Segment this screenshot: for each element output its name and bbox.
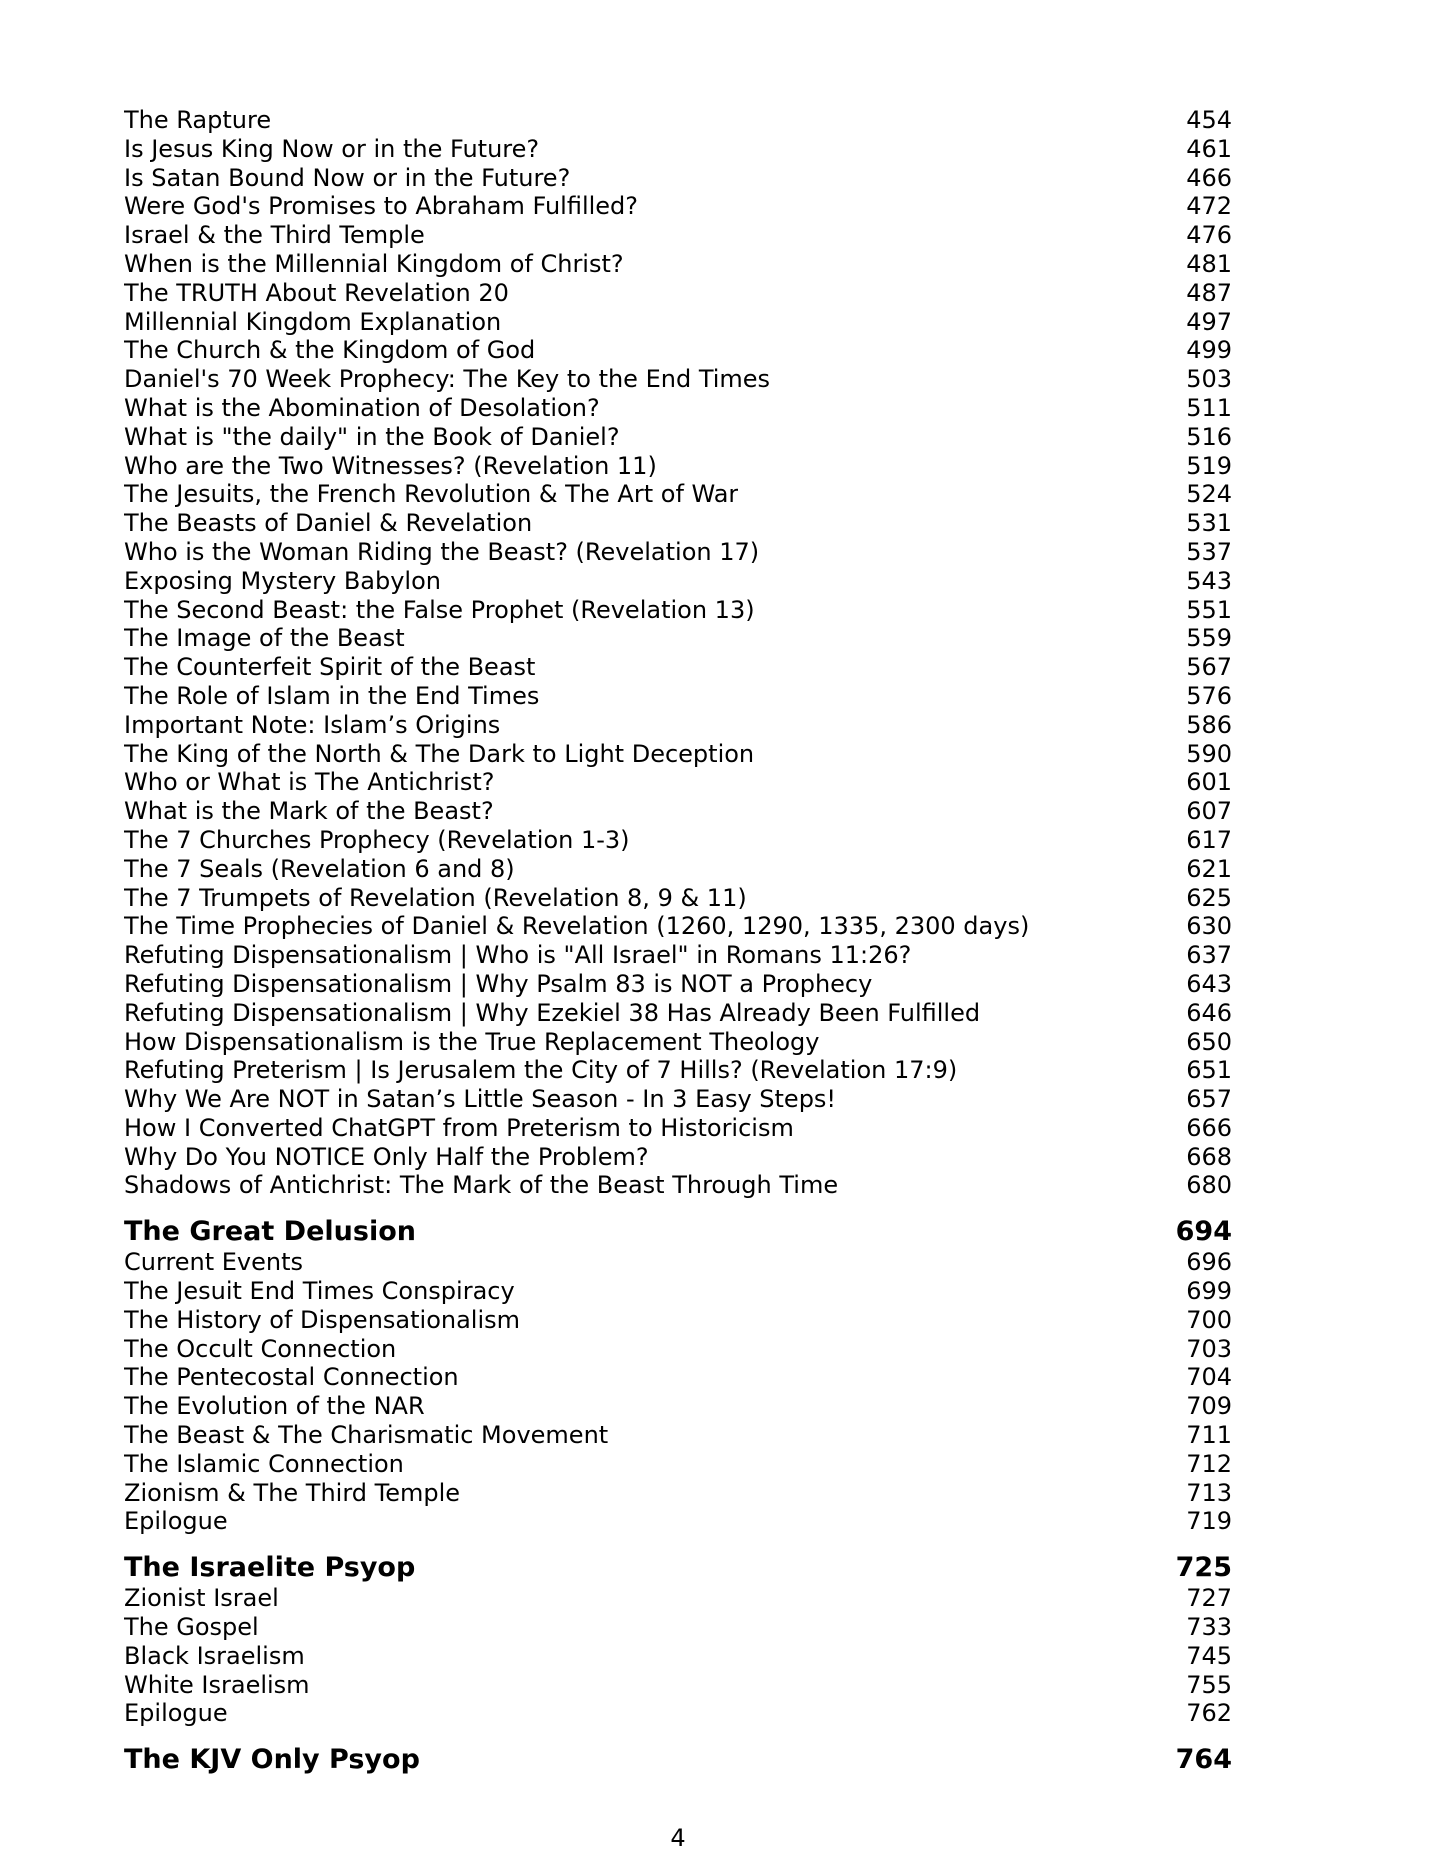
toc-entry[interactable] bbox=[124, 250, 1232, 279]
toc-entry-title: The Image of the Beast bbox=[124, 624, 405, 653]
toc-entry-title: How I Converted ChatGPT from Preterism to Historicism bbox=[124, 1113, 794, 1142]
toc-entry[interactable] bbox=[124, 711, 1232, 740]
toc-section-heading[interactable] bbox=[124, 1744, 1232, 1776]
toc-entry-page: 719 bbox=[1186, 1507, 1232, 1536]
toc-entry-title: Is Satan Bound Now or in the Future? bbox=[124, 163, 571, 192]
toc-entry[interactable] bbox=[124, 279, 1232, 308]
toc-entry[interactable] bbox=[124, 1248, 1232, 1277]
toc-entry-page: 657 bbox=[1186, 1085, 1232, 1114]
toc-section-heading-title: The Great Delusion bbox=[124, 1216, 416, 1248]
toc-entry-page: 487 bbox=[1186, 278, 1232, 307]
toc-entry[interactable] bbox=[124, 308, 1232, 337]
toc-section-heading-page: 694 bbox=[1175, 1216, 1232, 1248]
toc-entry-page: 646 bbox=[1186, 998, 1232, 1027]
toc-entry-title: Zionist Israel bbox=[124, 1584, 279, 1613]
toc-entry-page: 630 bbox=[1186, 912, 1232, 941]
toc-entry-page: 733 bbox=[1186, 1613, 1232, 1642]
toc-entry[interactable] bbox=[124, 1306, 1232, 1335]
toc-entry[interactable] bbox=[124, 653, 1232, 682]
toc-entry[interactable] bbox=[124, 1171, 1232, 1200]
toc-entry[interactable] bbox=[124, 452, 1232, 481]
toc-entry-title: What is the Abomination of Desolation? bbox=[124, 393, 600, 422]
toc-entry-page: 696 bbox=[1186, 1248, 1232, 1277]
toc-entry-title: Is Jesus King Now or in the Future? bbox=[124, 134, 540, 163]
toc-entry-title: The Beasts of Daniel & Revelation bbox=[124, 509, 533, 538]
toc-entry[interactable] bbox=[124, 797, 1232, 826]
toc-entry-page: 576 bbox=[1186, 681, 1232, 710]
toc-entry[interactable] bbox=[124, 164, 1232, 193]
table-of-contents bbox=[124, 106, 1232, 1776]
toc-section-heading-page: 725 bbox=[1175, 1552, 1232, 1584]
toc-entry-title: The 7 Trumpets of Revelation (Revelation 8, 9 & 11) bbox=[124, 883, 747, 912]
toc-entry-page: 601 bbox=[1186, 768, 1232, 797]
toc-entry[interactable] bbox=[124, 567, 1232, 596]
toc-entry-title: When is the Millennial Kingdom of Christ? bbox=[124, 249, 624, 278]
toc-entry-page: 666 bbox=[1186, 1113, 1232, 1142]
toc-entry-title: The Counterfeit Spirit of the Beast bbox=[124, 653, 536, 682]
toc-entry-page: 466 bbox=[1186, 163, 1232, 192]
toc-entry-title: Current Events bbox=[124, 1248, 304, 1277]
toc-entry[interactable] bbox=[124, 480, 1232, 509]
toc-entry-title: White Israelism bbox=[124, 1670, 310, 1699]
toc-entry[interactable] bbox=[124, 970, 1232, 999]
toc-entry-page: 472 bbox=[1186, 192, 1232, 221]
toc-entry-page: 680 bbox=[1186, 1171, 1232, 1200]
toc-entry[interactable] bbox=[124, 624, 1232, 653]
toc-entry-page: 567 bbox=[1186, 653, 1232, 682]
toc-entry[interactable] bbox=[124, 1028, 1232, 1057]
toc-entry-title: Were God's Promises to Abraham Fulfilled? bbox=[124, 192, 639, 221]
toc-entry[interactable] bbox=[124, 1056, 1232, 1085]
toc-entry-page: 637 bbox=[1186, 941, 1232, 970]
toc-entry-title: What is the Mark of the Beast? bbox=[124, 797, 494, 826]
toc-entry[interactable] bbox=[124, 855, 1232, 884]
toc-entry[interactable] bbox=[124, 768, 1232, 797]
toc-entry[interactable] bbox=[124, 1392, 1232, 1421]
toc-entry[interactable] bbox=[124, 826, 1232, 855]
toc-entry-page: 476 bbox=[1186, 221, 1232, 250]
toc-entry[interactable] bbox=[124, 740, 1232, 769]
toc-entry[interactable] bbox=[124, 221, 1232, 250]
toc-entry[interactable] bbox=[124, 1642, 1232, 1671]
toc-entry-page: 712 bbox=[1186, 1449, 1232, 1478]
toc-entry[interactable] bbox=[124, 941, 1232, 970]
toc-entry-title: Who or What is The Antichrist? bbox=[124, 768, 495, 797]
toc-entry-title: Why We Are NOT in Satan’s Little Season - In 3 Easy Steps! bbox=[124, 1085, 837, 1114]
toc-entry-page: 516 bbox=[1186, 422, 1232, 451]
toc-entry-page: 543 bbox=[1186, 566, 1232, 595]
toc-entry-title: Refuting Dispensationalism | Why Psalm 83 is NOT a Prophecy bbox=[124, 969, 873, 998]
toc-entry-page: 503 bbox=[1186, 365, 1232, 394]
toc-entry-title: The Pentecostal Connection bbox=[124, 1363, 459, 1392]
toc-entry[interactable] bbox=[124, 365, 1232, 394]
toc-entry[interactable] bbox=[124, 336, 1232, 365]
toc-entry[interactable] bbox=[124, 1507, 1232, 1536]
toc-entry[interactable] bbox=[124, 1421, 1232, 1450]
toc-entry-title: The Evolution of the NAR bbox=[124, 1392, 425, 1421]
toc-entry[interactable] bbox=[124, 999, 1232, 1028]
toc-entry-page: 762 bbox=[1186, 1699, 1232, 1728]
toc-entry-title: Shadows of Antichrist: The Mark of the Beast Through Time bbox=[124, 1171, 839, 1200]
toc-entry-title: Refuting Dispensationalism | Why Ezekiel 38 Has Already Been Fulfilled bbox=[124, 998, 981, 1027]
toc-entry[interactable] bbox=[124, 1277, 1232, 1306]
toc-entry[interactable] bbox=[124, 509, 1232, 538]
toc-entry-title: The TRUTH About Revelation 20 bbox=[124, 278, 509, 307]
toc-entry[interactable] bbox=[124, 682, 1232, 711]
toc-entry-title: The Occult Connection bbox=[124, 1334, 397, 1363]
toc-section-heading[interactable] bbox=[124, 1552, 1232, 1584]
toc-entry[interactable] bbox=[124, 423, 1232, 452]
toc-entry-title: The Second Beast: the False Prophet (Revelation 13) bbox=[124, 595, 755, 624]
toc-entry-title: The Church & the Kingdom of God bbox=[124, 336, 536, 365]
toc-entry[interactable] bbox=[124, 596, 1232, 625]
toc-entry-page: 643 bbox=[1186, 969, 1232, 998]
toc-entry[interactable] bbox=[124, 1613, 1232, 1642]
toc-entry[interactable] bbox=[124, 1479, 1232, 1508]
toc-entry-title: The Jesuits, the French Revolution & The Art of War bbox=[124, 480, 739, 509]
toc-entry[interactable] bbox=[124, 106, 1232, 135]
toc-entry-page: 709 bbox=[1186, 1392, 1232, 1421]
toc-entry-title: Daniel's 70 Week Prophecy: The Key to the End Times bbox=[124, 365, 771, 394]
toc-entry-title: Who are the Two Witnesses? (Revelation 11) bbox=[124, 451, 657, 480]
toc-entry[interactable] bbox=[124, 1085, 1232, 1114]
toc-entry-page: 711 bbox=[1186, 1421, 1232, 1450]
toc-entry-page: 590 bbox=[1186, 739, 1232, 768]
toc-entry-title: The Role of Islam in the End Times bbox=[124, 681, 540, 710]
toc-entry-page: 727 bbox=[1186, 1584, 1232, 1613]
toc-entry-page: 650 bbox=[1186, 1027, 1232, 1056]
toc-entry-title: The History of Dispensationalism bbox=[124, 1305, 521, 1334]
toc-entry-page: 651 bbox=[1186, 1056, 1232, 1085]
toc-entry-page: 524 bbox=[1186, 480, 1232, 509]
toc-entry-title: Epilogue bbox=[124, 1699, 228, 1728]
toc-entry-page: 703 bbox=[1186, 1334, 1232, 1363]
toc-entry-page: 621 bbox=[1186, 854, 1232, 883]
toc-entry[interactable] bbox=[124, 1114, 1232, 1143]
toc-section-heading[interactable] bbox=[124, 1216, 1232, 1248]
toc-entry[interactable] bbox=[124, 1699, 1232, 1728]
toc-entry-title: How Dispensationalism is the True Replacement Theology bbox=[124, 1027, 820, 1056]
toc-entry-page: 559 bbox=[1186, 624, 1232, 653]
toc-entry-page: 499 bbox=[1186, 336, 1232, 365]
toc-section-heading-page: 764 bbox=[1175, 1744, 1232, 1776]
toc-entry-title: The Rapture bbox=[124, 106, 272, 134]
toc-entry[interactable] bbox=[124, 884, 1232, 913]
toc-entry-title: Millennial Kingdom Explanation bbox=[124, 307, 502, 336]
toc-entry-page: 755 bbox=[1186, 1670, 1232, 1699]
toc-entry-page: 537 bbox=[1186, 537, 1232, 566]
toc-entry[interactable] bbox=[124, 538, 1232, 567]
toc-entry-page: 668 bbox=[1186, 1142, 1232, 1171]
toc-entry-title: Israel & the Third Temple bbox=[124, 221, 425, 250]
toc-section-heading-title: The Israelite Psyop bbox=[124, 1552, 416, 1584]
toc-entry-title: Black Israelism bbox=[124, 1641, 305, 1670]
toc-entry-page: 551 bbox=[1186, 595, 1232, 624]
toc-entry-title: Exposing Mystery Babylon bbox=[124, 566, 441, 595]
toc-entry[interactable] bbox=[124, 1335, 1232, 1364]
toc-entry[interactable] bbox=[124, 1671, 1232, 1700]
toc-entry-title: Zionism & The Third Temple bbox=[124, 1478, 461, 1507]
toc-entry-page: 713 bbox=[1186, 1478, 1232, 1507]
toc-entry-title: The 7 Seals (Revelation 6 and 8) bbox=[124, 854, 515, 883]
toc-entry-title: Refuting Preterism | Is Jerusalem the City of 7 Hills? (Revelation 17:9) bbox=[124, 1056, 958, 1085]
toc-entry-title: The Gospel bbox=[124, 1613, 259, 1642]
toc-entry-page: 461 bbox=[1186, 134, 1232, 163]
toc-entry[interactable] bbox=[124, 912, 1232, 941]
toc-entry[interactable] bbox=[124, 192, 1232, 221]
toc-entry-title: The Jesuit End Times Conspiracy bbox=[124, 1277, 515, 1306]
toc-entry-page: 700 bbox=[1186, 1305, 1232, 1334]
toc-entry-page: 454 bbox=[1186, 106, 1232, 134]
toc-entry[interactable] bbox=[124, 1143, 1232, 1172]
toc-entry-page: 511 bbox=[1186, 393, 1232, 422]
toc-entry-title: Important Note: Islam’s Origins bbox=[124, 710, 501, 739]
toc-entry-title: Why Do You NOTICE Only Half the Problem? bbox=[124, 1142, 649, 1171]
toc-section-heading-title: The KJV Only Psyop bbox=[124, 1744, 420, 1776]
toc-entry-title: The Beast & The Charismatic Movement bbox=[124, 1421, 609, 1450]
toc-entry-page: 519 bbox=[1186, 451, 1232, 480]
toc-entry-page: 607 bbox=[1186, 797, 1232, 826]
toc-entry-title: The King of the North & The Dark to Light Deception bbox=[124, 739, 755, 768]
toc-entry-page: 699 bbox=[1186, 1277, 1232, 1306]
toc-entry-title: Who is the Woman Riding the Beast? (Revelation 17) bbox=[124, 537, 760, 566]
toc-entry-title: The 7 Churches Prophecy (Revelation 1-3) bbox=[124, 825, 630, 854]
toc-entry-title: The Time Prophecies of Daniel & Revelation (1260, 1290, 1335, 2300 days) bbox=[124, 912, 1030, 941]
toc-entry-title: Refuting Dispensationalism | Who is "All Israel" in Romans 11:26? bbox=[124, 941, 912, 970]
toc-entry[interactable] bbox=[124, 135, 1232, 164]
toc-entry[interactable] bbox=[124, 1363, 1232, 1392]
toc-entry[interactable] bbox=[124, 1584, 1232, 1613]
toc-entry-title: What is "the daily" in the Book of Daniel? bbox=[124, 422, 620, 451]
page-number: 4 bbox=[670, 1824, 686, 1852]
toc-entry-title: The Islamic Connection bbox=[124, 1449, 404, 1478]
toc-entry-page: 497 bbox=[1186, 307, 1232, 336]
toc-entry-page: 745 bbox=[1186, 1641, 1232, 1670]
toc-entry-page: 704 bbox=[1186, 1363, 1232, 1392]
toc-entry-page: 531 bbox=[1186, 509, 1232, 538]
toc-entry-title: Epilogue bbox=[124, 1507, 228, 1536]
toc-entry-page: 481 bbox=[1186, 249, 1232, 278]
toc-entry-page: 617 bbox=[1186, 825, 1232, 854]
toc-entry[interactable] bbox=[124, 394, 1232, 423]
toc-entry-page: 586 bbox=[1186, 710, 1232, 739]
toc-entry-page: 625 bbox=[1186, 883, 1232, 912]
toc-entry[interactable] bbox=[124, 1450, 1232, 1479]
